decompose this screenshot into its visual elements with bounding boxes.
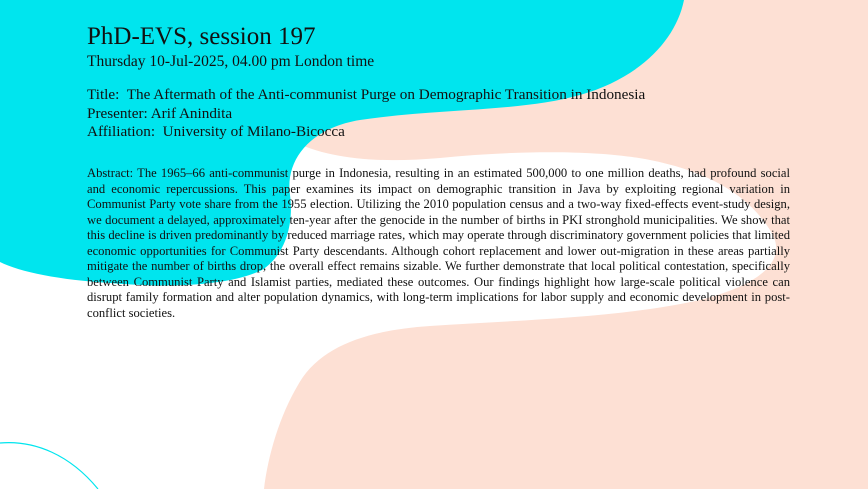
seminar-title: PhD-EVS, session 197 — [87, 23, 316, 50]
talk-info — [87, 86, 645, 142]
presenter-line — [87, 105, 645, 124]
abstract-text: The 1965–66 anti-communist purge in Indonesia, resulting in an estimated 500,000 to one million deaths, had profound social and economic repercussions. This paper examines its impact on demographic transition in Java by exploiting regional variation in Communist Party vote share from the 1955 election. Utilizing the 2010 population census and a two-way fixed-effects event-study design, we document a delayed, approximately ten-year after the genocide in the number of births in PKI stronghold municipalities. We show that this decline is driven predominantly by reduced marriage rates, which may operate through discriminatory government policies that limited economic opportunities for Communist Party descendants. Although cohort replacement and lower out-migration in these areas partially mitigate the number of births drop, the overall effect remains sizable. We further demonstrate that local political contestation, specifically between Communist Party and Islamist parties, mediated these outcomes. Our findings highlight how large-scale political violence can disrupt family formation and alter population dynamics, with long-term implications for labor supply and economic development in post-conflict societies. — [87, 166, 790, 320]
presenter-label: Presenter: — [87, 104, 148, 122]
presenter-name: Arif Anindita — [150, 104, 233, 122]
talk-title: The Aftermath of the Anti-communist Purge on Demographic Transition in Indonesia — [126, 86, 646, 103]
abstract — [87, 166, 790, 321]
abstract-label: Abstract: — [87, 166, 134, 180]
talk-title-label: Title: — [87, 86, 120, 103]
seminar-datetime: Thursday 10-Jul-2025, 04.00 pm London time — [87, 53, 375, 70]
affiliation-name: University of Milano-Bicocca — [162, 123, 345, 140]
affiliation-line — [87, 123, 645, 142]
cyan-arc-line — [0, 443, 98, 489]
affiliation-label: Affiliation: — [87, 123, 156, 140]
talk-title-line — [87, 86, 645, 105]
